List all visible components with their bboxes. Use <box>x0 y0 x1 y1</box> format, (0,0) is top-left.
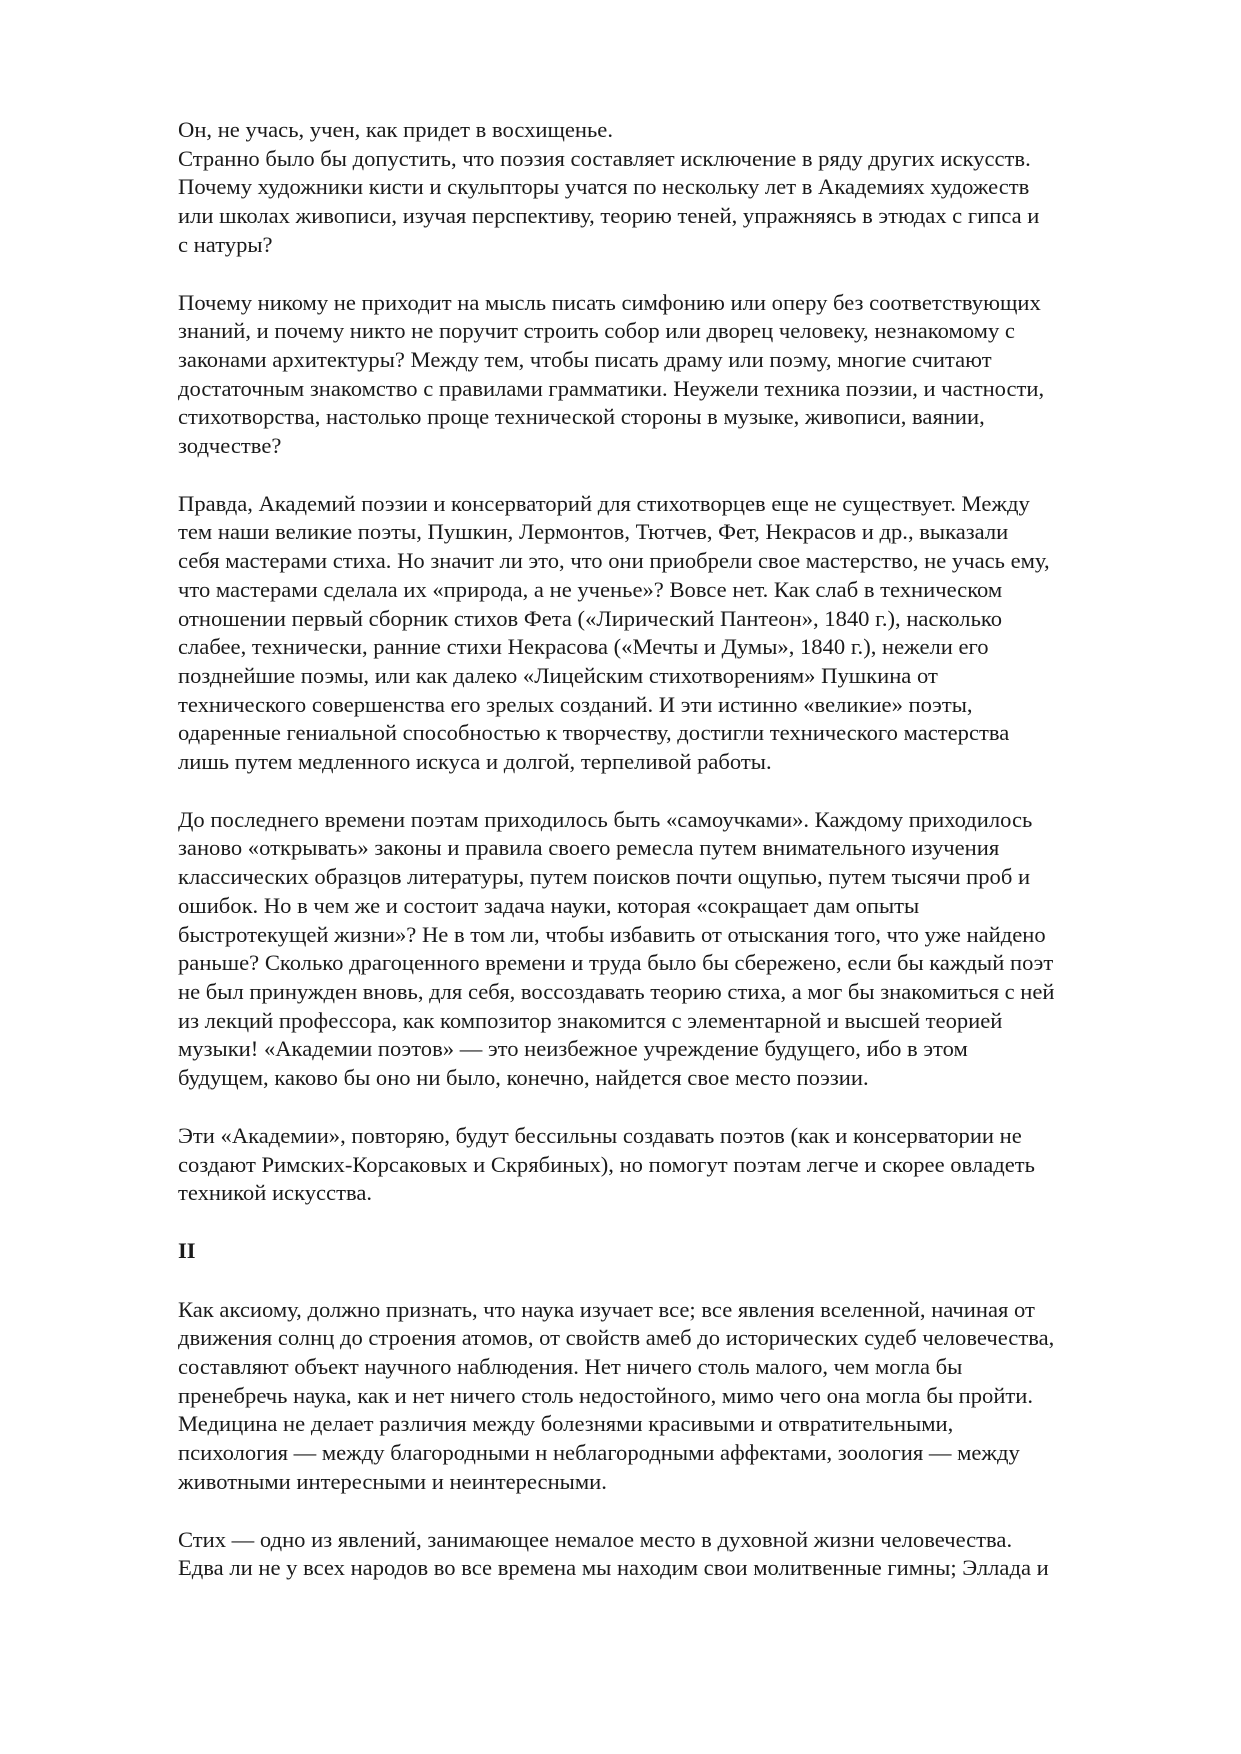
text-line: технического совершенства его зрелых созданий. И эти истинно «великие» поэты, <box>178 691 973 717</box>
text-line: Медицина не делает различия между болезнями красивыми и отвратительными, <box>178 1411 954 1437</box>
text-line: знаний, и почему никто не поручит строить собор или дворец человеку, незнакомому с <box>178 318 1015 344</box>
text-line: Правда, Академий поэзии и консерваторий для стихотворцев еще не существует. Между <box>178 490 1030 516</box>
text-line: себя мастерами стиха. Но значит ли это, что они приобрели свое мастерство, не учась ему, <box>178 548 1050 574</box>
text-line: Почему никому не приходит на мысль писать симфонию или оперу без соответствующих <box>178 289 1041 315</box>
text-line: техникой искусства. <box>178 1180 372 1206</box>
section-heading <box>178 1237 1163 1266</box>
text-line: Как аксиому, должно признать, что наука изучает все; все явления вселенной, начиная от <box>178 1296 1035 1322</box>
text-line: быстротекущей жизни»? Не в том ли, чтобы избавить от отыскания того, что уже найдено <box>178 921 1046 947</box>
document-page <box>178 116 1163 1612</box>
text-line: будущем, каково бы оно ни было, конечно, найдется свое место поэзии. <box>178 1065 869 1091</box>
text-line: Странно было бы допустить, что поэзия составляет исключение в ряду других искусств. <box>178 145 1031 171</box>
text-line: не был принужден вновь, для себя, воссоздавать теорию стиха, а мог бы знакомиться с ней <box>178 978 1055 1004</box>
text-line: создают Римских-Корсаковых и Скрябиных), но помогут поэтам легче и скорее овладеть <box>178 1151 1035 1177</box>
text-line: музыки! «Академии поэтов» — это неизбежное учреждение будущего, ибо в этом <box>178 1036 968 1062</box>
text-line: составляют объект научного наблюдения. Нет ничего столь малого, чем могла бы <box>178 1354 963 1380</box>
text-line: заново «открывать» законы и правила своего ремесла путем внимательного изучения <box>178 835 1000 861</box>
text-line: До последнего времени поэтам приходилось быть «самоучками». Каждому приходилось <box>178 806 1033 832</box>
paragraph-great-poets <box>178 490 1163 777</box>
text-line: отношении первый сборник стихов Фета («Лирический Пантеон», 1840 г.), насколько <box>178 605 1002 631</box>
text-line: позднейшие поэмы, или как далеко «Лицейским стихотворениям» Пушкина от <box>178 662 938 688</box>
text-line: одаренные гениальной способностью к творчеству, достигли технического мастерства <box>178 720 1010 746</box>
text-line: движения солнц до строения атомов, от свойств амеб до исторических судеб человечества, <box>178 1325 1055 1351</box>
text-line: что мастерами сделала их «природа, а не ученье»? Вовсе нет. Как слаб в техническом <box>178 576 1003 602</box>
epigraph-line <box>178 116 1163 145</box>
text-line: ошибок. Но в чем же и состоит задача науки, которая «сокращает дам опыты <box>178 892 920 918</box>
text-line: классических образцов литературы, путем поисков почти ощупью, путем тысячи проб и <box>178 864 1031 890</box>
text-line: психология — между благородными н неблагородными аффектами, зоология — между <box>178 1440 1020 1466</box>
text-line: законами архитектуры? Между тем, чтобы писать драму или поэму, многие считают <box>178 346 992 372</box>
text-line: слабее, технически, ранние стихи Некрасова («Мечты и Думы», 1840 г.), нежели его <box>178 634 989 660</box>
text-line: из лекций профессора, как композитор знакомится с элементарной и высшей теорией <box>178 1007 1003 1033</box>
text-line: Стих — одно из явлений, занимающее немалое место в духовной жизни человечества. <box>178 1526 1013 1552</box>
text-line: раньше? Сколько драгоценного времени и труда было бы сбережено, если бы каждый поэт <box>178 950 1054 976</box>
text-line: Эти «Академии», повторяю, будут бессильны создавать поэтов (как и консерватории не <box>178 1122 1022 1148</box>
text-line: Едва ли не у всех народов во все времена мы находим свои молитвенные гимны; Эллада и <box>178 1555 1049 1581</box>
text-line: зодчестве? <box>178 433 282 459</box>
paragraph-self-taught <box>178 806 1163 1093</box>
text-line: с натуры? <box>178 231 273 257</box>
text-line: Он, не учась, учен, как придет в восхищенье. <box>178 117 613 142</box>
paragraph-science-axiom <box>178 1296 1163 1497</box>
text-line: животными интересными и неинтересными. <box>178 1468 607 1494</box>
paragraph-poetry-as-art <box>178 145 1163 260</box>
text-line: стихотворства, настолько проще технической стороны в музыке, живописи, ваянии, <box>178 404 985 430</box>
text-line: лишь путем медленного искуса и долгой, терпеливой работы. <box>178 749 772 775</box>
text-line: или школах живописи, изучая перспективу, теорию теней, упражняясь в этюдах с гипса и <box>178 203 1040 229</box>
text-line: пренебречь наука, как и нет ничего столь недостойного, мимо чего она могла бы пройти. <box>178 1382 1034 1408</box>
text-line: Почему художники кисти и скульпторы учатся по нескольку лет в Академиях художеств <box>178 174 1030 200</box>
paragraph-verse-phenomenon <box>178 1526 1163 1583</box>
text-line: достаточным знакомство с правилами грамматики. Неужели техника поэзии, и частности, <box>178 375 1045 401</box>
paragraph-symphony-opera <box>178 289 1163 461</box>
text-line: тем наши великие поэты, Пушкин, Лермонтов, Тютчев, Фет, Некрасов и др., выказали <box>178 519 1009 545</box>
paragraph-academies <box>178 1122 1163 1208</box>
heading-text: II <box>178 1237 196 1263</box>
